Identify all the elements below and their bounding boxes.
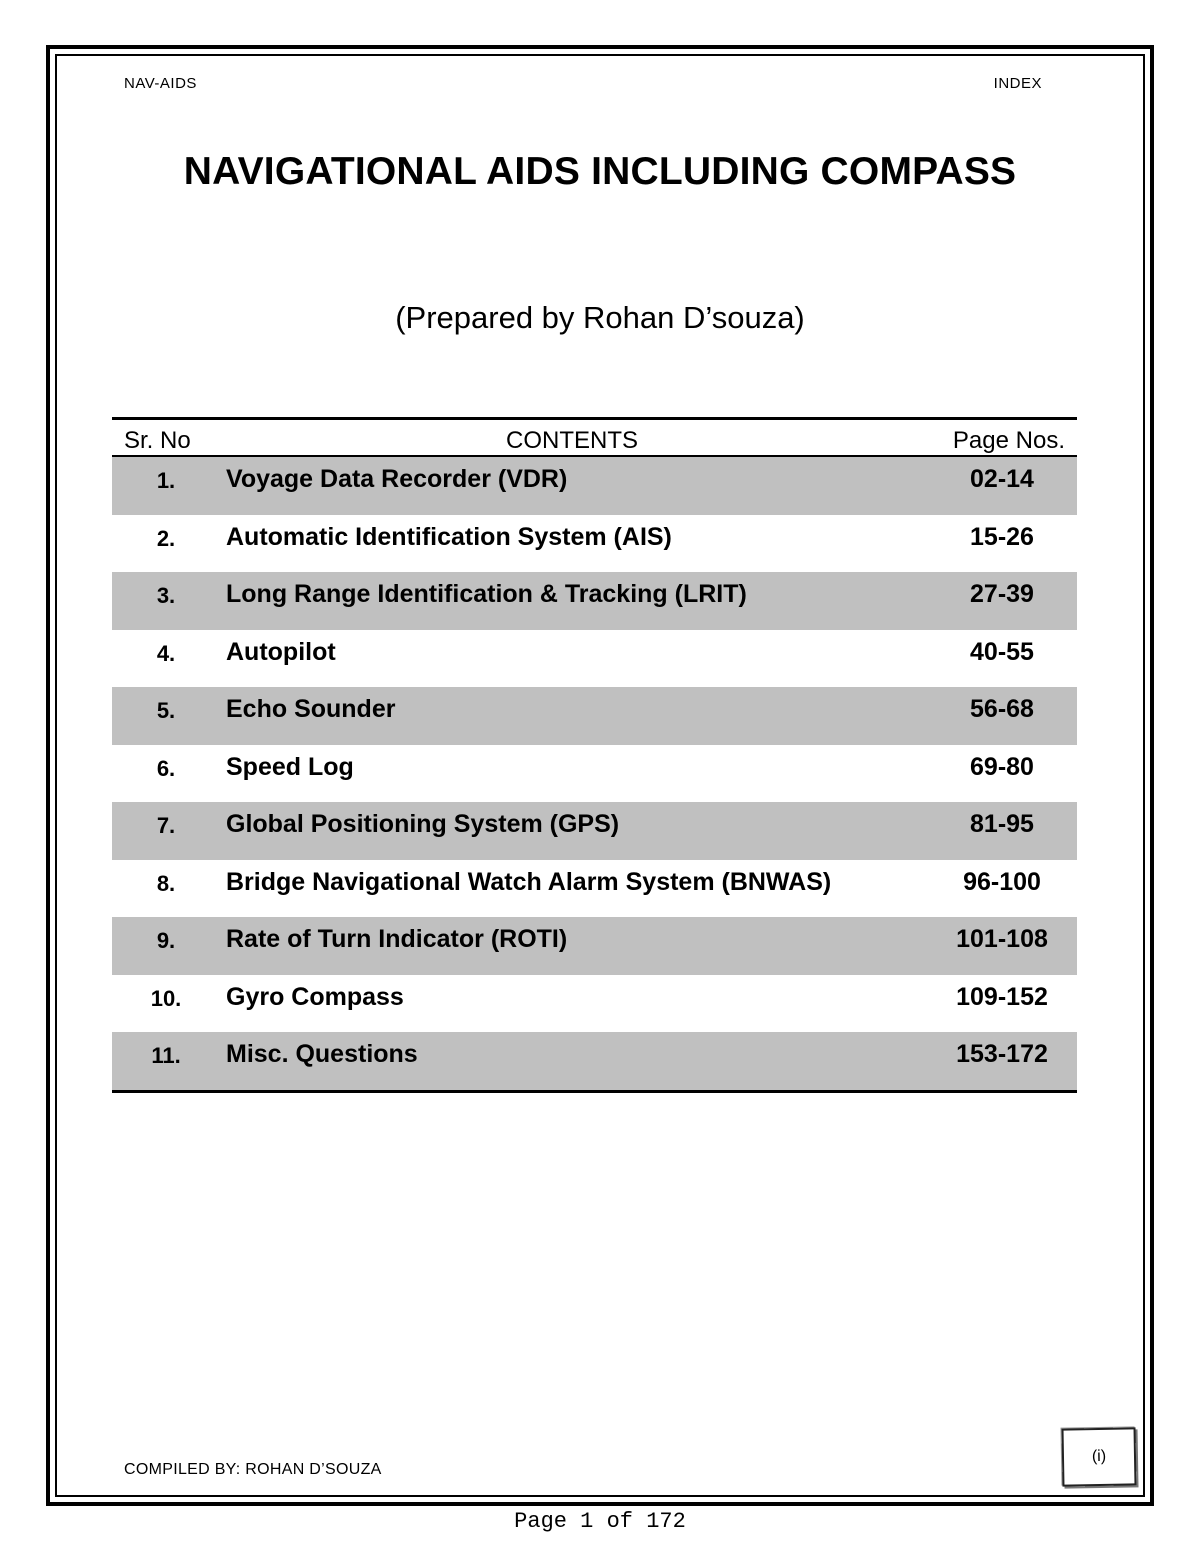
- contents-table: [112, 417, 1077, 1093]
- row-title: Echo Sounder: [226, 695, 396, 723]
- row-number: 1.: [156, 468, 176, 493]
- contents-table-body: [112, 457, 1077, 1090]
- table-row: [112, 860, 1077, 918]
- row-number: 7.: [156, 813, 176, 838]
- table-row: [112, 515, 1077, 573]
- page-number-label: (i): [1091, 1447, 1107, 1466]
- contents-table-header: [112, 417, 1077, 457]
- row-page-range: 02-14: [970, 465, 1034, 493]
- column-header-contents: CONTENTS: [506, 427, 638, 454]
- table-row: [112, 1032, 1077, 1090]
- footer-compiled-by: COMPILED BY: ROHAN D’SOUZA: [124, 1461, 382, 1478]
- row-number: 9.: [156, 928, 176, 953]
- row-number: 3.: [156, 583, 176, 608]
- table-row: [112, 630, 1077, 688]
- row-number: 11.: [151, 1043, 181, 1068]
- table-bottom-rule: [112, 1090, 1077, 1093]
- row-page-range: 96-100: [963, 867, 1041, 896]
- row-number: 2.: [156, 525, 176, 551]
- row-number: 10.: [150, 985, 182, 1011]
- row-page-range: 15-26: [970, 522, 1034, 551]
- table-row: [112, 745, 1077, 803]
- page-number-badge: [1061, 1427, 1136, 1486]
- row-number: 8.: [156, 870, 176, 896]
- row-title: Autopilot: [226, 637, 336, 666]
- header-left: NAV-AIDS: [124, 75, 197, 92]
- table-row: [112, 572, 1077, 630]
- row-title: Global Positioning System (GPS): [226, 810, 620, 838]
- row-page-range: 69-80: [970, 752, 1034, 781]
- table-row: [112, 917, 1077, 975]
- table-row: [112, 687, 1077, 745]
- row-page-range: 40-55: [970, 637, 1034, 666]
- document-title: NAVIGATIONAL AIDS INCLUDING COMPASS: [183, 150, 1017, 193]
- row-title: Voyage Data Recorder (VDR): [226, 465, 568, 493]
- row-number: 6.: [156, 755, 176, 781]
- table-row: [112, 457, 1077, 515]
- page-counter: Page 1 of 172: [514, 1509, 686, 1534]
- document-subtitle: (Prepared by Rohan D’souza): [395, 300, 805, 335]
- row-title: Automatic Identification System (AIS): [226, 522, 672, 551]
- header-right: INDEX: [993, 75, 1042, 92]
- row-title: Rate of Turn Indicator (ROTI): [226, 925, 568, 953]
- row-page-range: 101-108: [956, 925, 1048, 953]
- table-row: [112, 802, 1077, 860]
- row-title: Long Range Identification & Tracking (LRIT): [226, 580, 747, 608]
- row-title: Gyro Compass: [226, 982, 404, 1011]
- row-title: Misc. Questions: [226, 1040, 418, 1068]
- row-title: Speed Log: [226, 752, 354, 781]
- column-header-page-nos: Page Nos.: [952, 427, 1065, 454]
- row-page-range: 109-152: [956, 982, 1048, 1011]
- column-header-sr-no: Sr. No: [124, 427, 191, 454]
- row-page-range: 81-95: [970, 810, 1034, 838]
- row-number: 5.: [156, 698, 176, 723]
- row-page-range: 27-39: [970, 580, 1034, 608]
- row-page-range: 56-68: [970, 695, 1034, 723]
- row-title: Bridge Navigational Watch Alarm System (BNWAS): [226, 867, 832, 896]
- row-number: 4.: [156, 640, 176, 666]
- table-row: [112, 975, 1077, 1033]
- row-page-range: 153-172: [956, 1040, 1048, 1068]
